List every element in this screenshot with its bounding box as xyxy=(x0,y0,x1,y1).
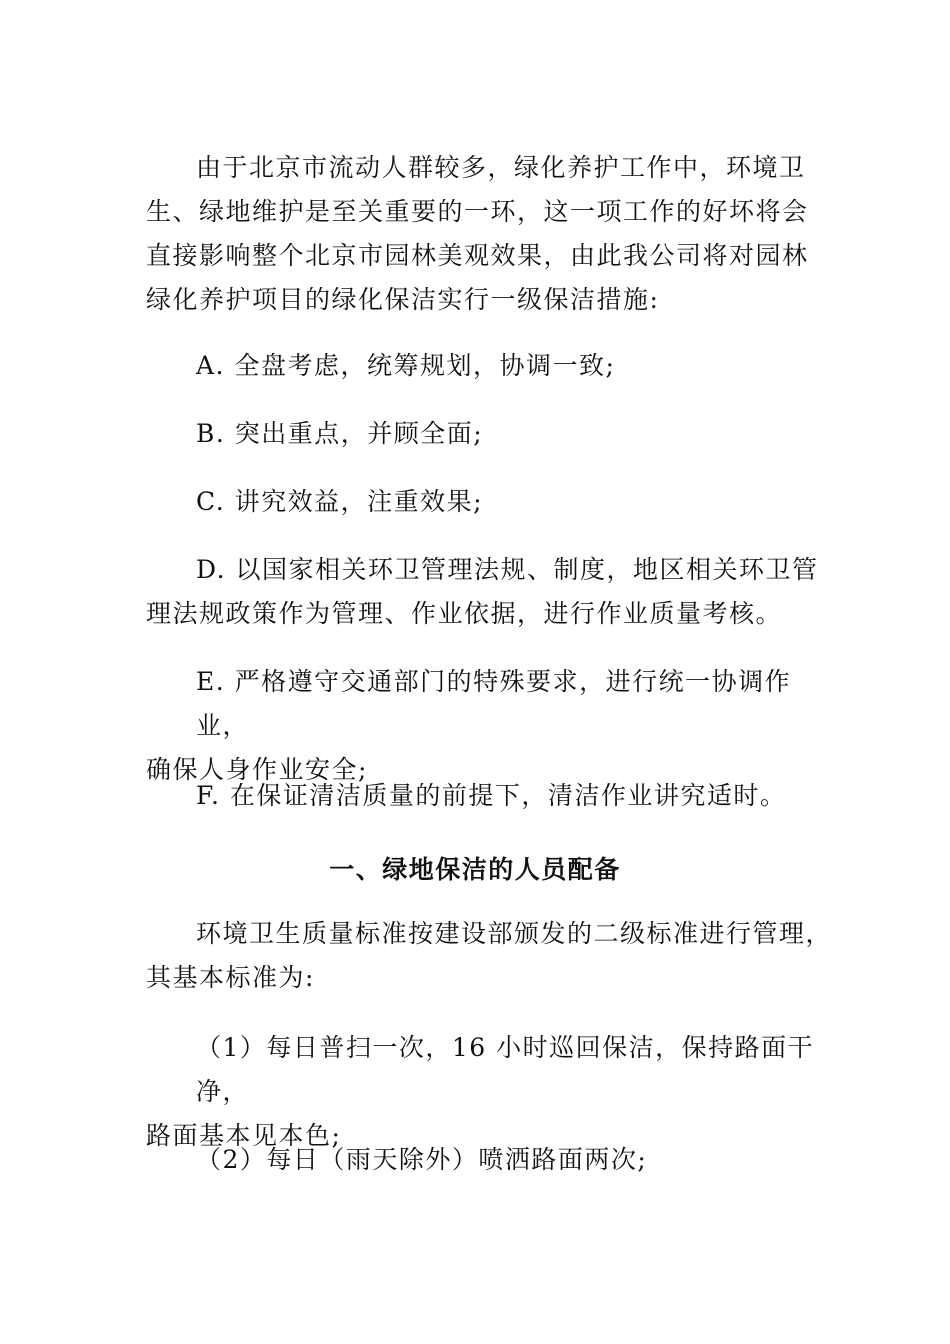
measure-f xyxy=(146,774,836,818)
measure-d-line-2: 理法规政策作为管理、作业依据，进行作业质量考核。 xyxy=(146,599,783,628)
measure-d xyxy=(146,548,836,636)
measure-b xyxy=(146,412,836,456)
intro-line-3: 直接影响整个北京市园林美观效果，由此我公司将对园林 xyxy=(146,241,809,270)
standard-intro-line-1: 环境卫生质量标准按建设部颁发的二级标准进行管理， xyxy=(196,919,833,948)
intro-line-4: 绿化养护项目的绿化保洁实行一级保洁措施: xyxy=(146,285,660,314)
intro-line-1: 由于北京市流动人群较多，绿化养护工作中，环境卫 xyxy=(196,153,806,182)
measure-c xyxy=(146,480,836,524)
measure-e xyxy=(146,660,836,792)
section-heading: 一、绿地保洁的人员配备 xyxy=(329,855,621,884)
measure-a-line-1: A. 全盘考虑，统筹规划，协调一致; xyxy=(196,351,616,380)
standard-intro-paragraph xyxy=(146,912,836,1000)
measure-e-line-1: E. 严格遵守交通部门的特殊要求，进行统一协调作业， xyxy=(196,667,792,740)
standard-2 xyxy=(146,1138,836,1182)
measure-b-line-1: B. 突出重点，并顾全面; xyxy=(196,419,484,448)
standard-2-line-1: （2）每日（雨天除外）喷洒路面两次; xyxy=(196,1145,648,1174)
standard-1-line-1: （1）每日普扫一次，16 小时巡回保洁，保持路面干净， xyxy=(196,1033,815,1106)
standard-intro-line-2: 其基本标准为: xyxy=(146,963,315,992)
measure-d-line-1: D. 以国家相关环卫管理法规、制度，地区相关环卫管 xyxy=(196,555,819,584)
intro-line-2: 生、绿地维护是至关重要的一环，这一项工作的好坏将会 xyxy=(146,197,809,226)
intro-paragraph xyxy=(146,146,836,322)
standard-1-line-2: 路面基本见本色; xyxy=(146,1121,342,1150)
measure-c-line-1: C. 讲究效益，注重效果; xyxy=(196,487,484,516)
measure-f-line-1: F. 在保证清洁质量的前提下，清洁作业讲究适时。 xyxy=(196,781,787,810)
measure-e-line-2: 确保人身作业安全; xyxy=(146,755,368,784)
measure-a xyxy=(146,344,836,388)
